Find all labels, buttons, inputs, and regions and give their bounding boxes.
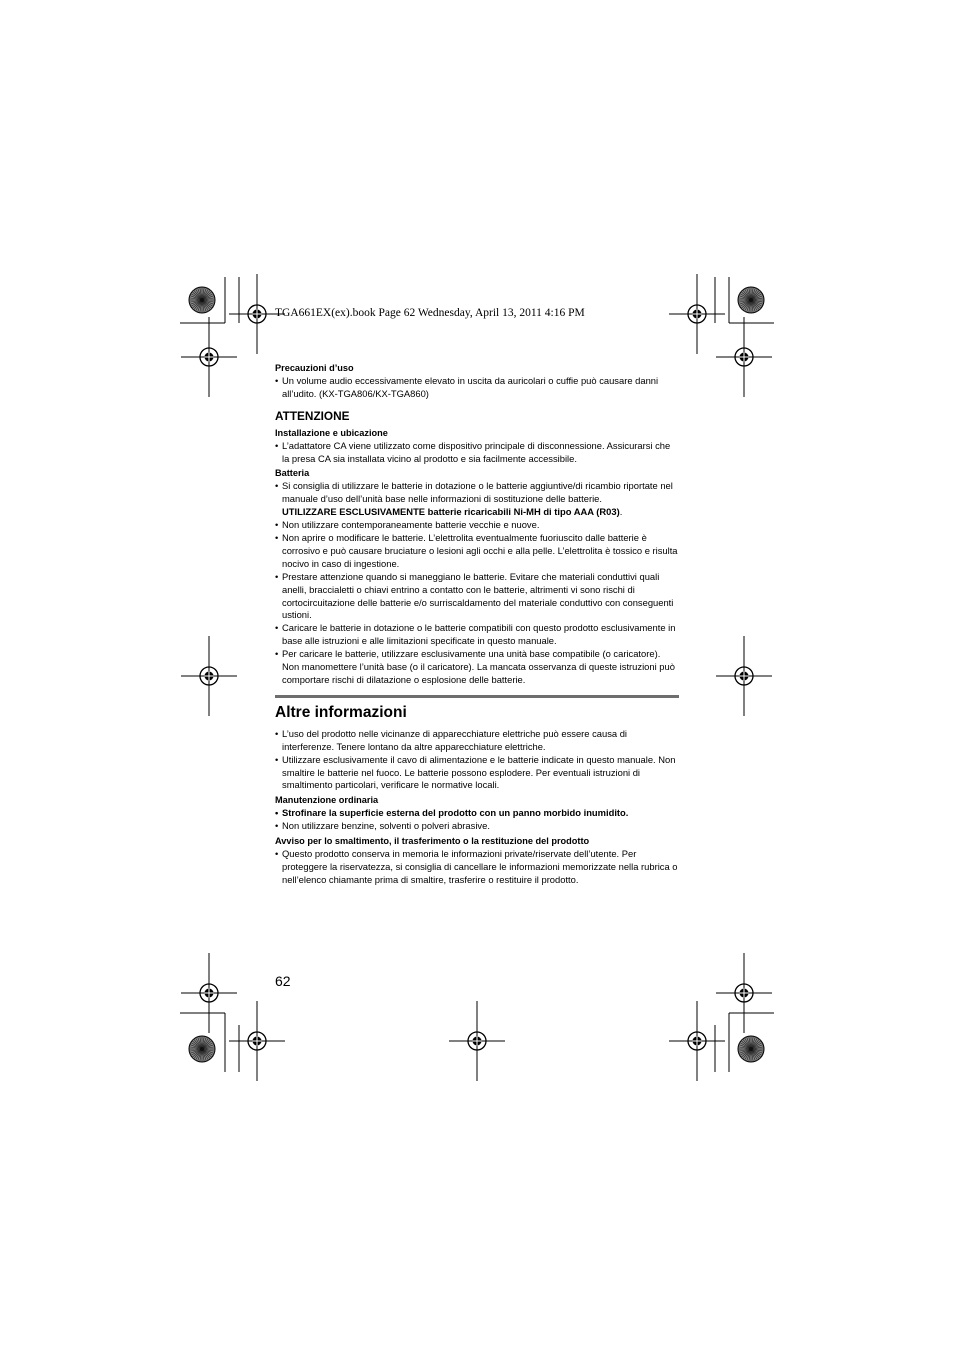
list-item: • L’adattatore CA viene utilizzato come dispositivo principale di disconnessione. Assicurarsi che la presa CA sia installata vicino al prodotto e sia facilmente accessibile. bbox=[275, 440, 679, 466]
list-item-emphasis-cont: batterie ricaricabili Ni-MH di tipo AAA (R03) bbox=[425, 506, 620, 518]
list-item: • Questo prodotto conserva in memoria le informazioni private/riservate dell’utente. Per proteggere la riservatezza, si consiglia di cancellare le informazioni memorizzate nella rubrica o nell’elenco chiamante prima di smaltire, trasferire o restituire il prodotto. bbox=[275, 848, 679, 887]
list-item: • Caricare le batterie in dotazione o le batterie compatibili con questo prodotto esclusivamente in base alle istruzioni e alle limitazioni specificate in questo manuale. bbox=[275, 622, 679, 648]
page-number: 62 bbox=[275, 973, 291, 989]
list-precauzioni bbox=[275, 375, 679, 401]
list-item: • Non utilizzare contemporaneamente batterie vecchie e nuove. bbox=[275, 519, 679, 532]
list-item-text: Si consiglia di utilizzare le batterie in dotazione o le batterie aggiuntive/di ricambio riportate nel manuale d’uso dell’unità base nelle informazioni di sostituzione delle batterie. bbox=[282, 480, 673, 505]
section-heading-attenzione: ATTENZIONE bbox=[275, 408, 350, 423]
page-content bbox=[275, 362, 679, 887]
list-item: • Strofinare la superficie esterna del prodotto con un panno morbido inumidito. bbox=[275, 807, 679, 820]
list-item-tail: . bbox=[619, 506, 623, 518]
color-star-center bbox=[200, 1047, 204, 1051]
list-item: • Per caricare le batterie, utilizzare esclusivamente una unità base compatibile (o caricatore). Non manomettere l’unità base (o il caricatore). La mancata osservanza di queste istruzioni può comportare rischi di dilatazione o esplosione delle batterie. bbox=[275, 648, 679, 687]
color-star-center bbox=[749, 1047, 753, 1051]
section-heading-altre-informazioni: Altre informazioni bbox=[275, 703, 407, 721]
list-altre bbox=[275, 728, 679, 793]
list-item: • Un volume audio eccessivamente elevato in uscita da auricolari o cuffie può causare danni all’udito. (KX-TGA806/KX-TGA860) bbox=[275, 375, 679, 401]
list-installazione bbox=[275, 440, 679, 466]
list-smaltimento bbox=[275, 848, 679, 887]
list-item: • Utilizzare esclusivamente il cavo di alimentazione e le batterie indicate in questo manuale. Non smaltire le batterie nel fuoco. Le batterie possono esplodere. Per eventuali istruzioni di smaltimento particolari, verificare le normative locali. bbox=[275, 754, 679, 793]
section-heading-smaltimento: Avviso per lo smaltimento, il trasferimento o la restituzione del prodotto bbox=[275, 836, 590, 847]
section-divider bbox=[275, 695, 679, 698]
color-star-center bbox=[749, 298, 753, 302]
list-item: • L’uso del prodotto nelle vicinanze di apparecchiature elettriche può essere causa di interferenze. Tenere lontano da altre apparecchiature elettriche. bbox=[275, 728, 679, 754]
section-heading-precauzioni: Precauzioni d’uso bbox=[275, 363, 354, 373]
list-item: • Non aprire o modificare le batterie. L’elettrolita eventualmente fuoriuscito dalle batterie è corrosivo e può causare bruciature o lesioni agli occhi e alla pelle. L’elettrolita è tossico e risulta nocivo in caso di ingestione. bbox=[275, 532, 679, 571]
color-star-center bbox=[200, 298, 204, 302]
section-heading-installazione: Installazione e ubicazione bbox=[275, 427, 388, 438]
list-item: • Non utilizzare benzine, solventi o polveri abrasive. bbox=[275, 820, 679, 833]
print-header: TGA661EX(ex).book Page 62 Wednesday, April 13, 2011 4:16 PM bbox=[275, 307, 585, 319]
list-manutenzione bbox=[275, 807, 679, 833]
section-heading-batteria: Batteria bbox=[275, 468, 310, 479]
section-heading-manutenzione: Manutenzione ordinaria bbox=[275, 795, 379, 806]
list-item-emphasis: UTILIZZARE ESCLUSIVAMENTE bbox=[282, 506, 426, 518]
list-batteria bbox=[275, 480, 679, 687]
list-item: • Prestare attenzione quando si maneggiano le batterie. Evitare che materiali conduttivi quali anelli, braccialetti o chiavi entrino a contatto con le batterie, altrimenti vi sono rischi di cortocircuitazione delle batterie e/o surriscaldamento del materiale conduttivo con conseguenti ustioni. bbox=[275, 571, 679, 623]
list-item bbox=[275, 480, 679, 519]
